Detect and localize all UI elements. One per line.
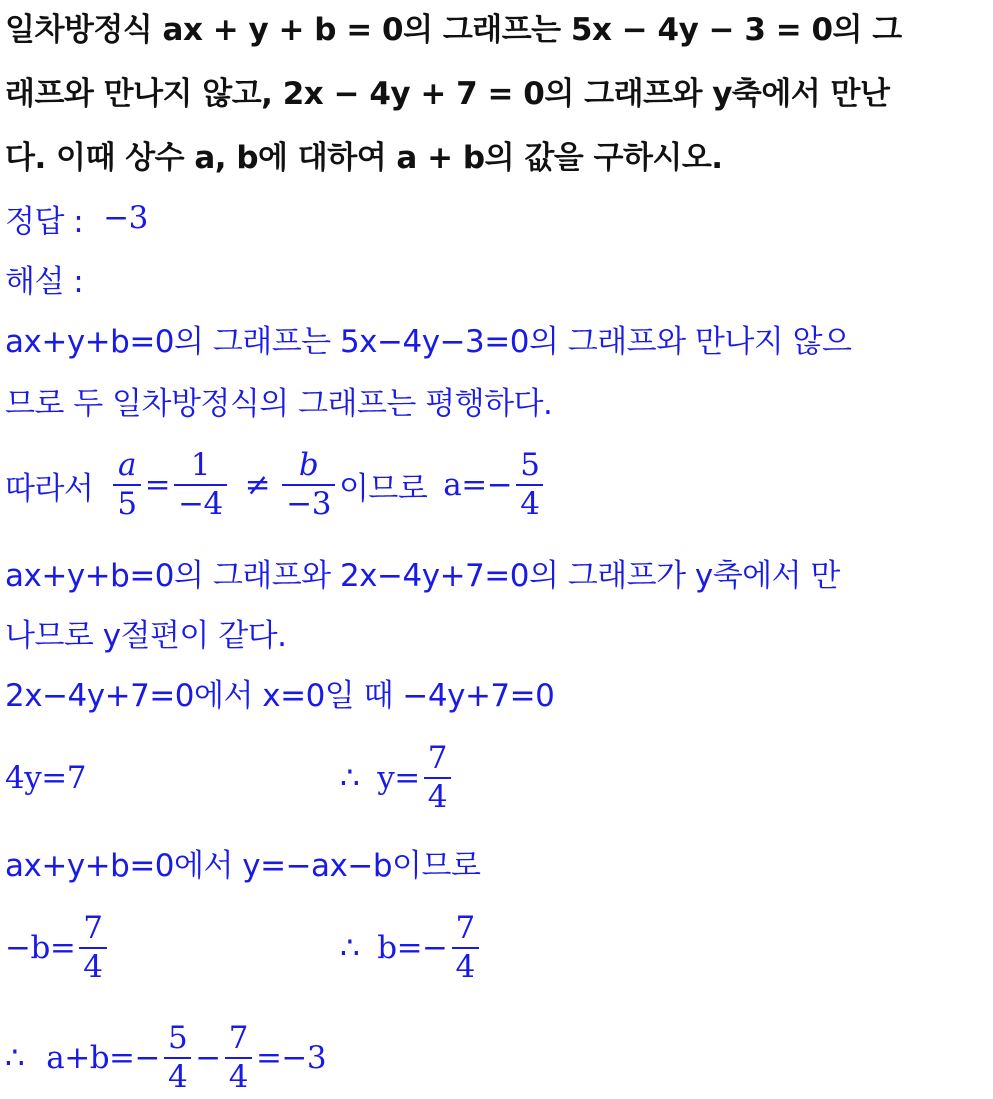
problem-line-1 xyxy=(5,0,993,56)
therefore-symbol: ∴ xyxy=(5,1040,25,1076)
explanation-line-6 xyxy=(5,662,993,722)
therefore-symbol: ∴ xyxy=(340,760,360,796)
fraction-numerator: a xyxy=(117,447,136,484)
not-equal-sign: ≠ xyxy=(244,467,271,503)
fraction-denominator: −4 xyxy=(178,486,223,522)
explanation-text-4: ax+y+b=0의 그래프와 2x−4y+7=0의 그래프가 y축에서 만 xyxy=(5,557,840,594)
fraction-denominator: 4 xyxy=(83,949,103,985)
explanation-text-1: ax+y+b=0의 그래프는 5x−4y−3=0의 그래프와 만나지 않으 xyxy=(5,323,852,360)
line9-lhs: −b= xyxy=(5,930,76,966)
explanation-label-line xyxy=(5,248,993,308)
explanation-line-1 xyxy=(5,308,993,368)
line9-rhs-lhs: b=− xyxy=(377,930,448,966)
explanation-line-5 xyxy=(5,602,993,662)
fraction-denominator: 4 xyxy=(167,1059,188,1095)
line10-lhs: a+b=− xyxy=(46,1040,160,1076)
problem-text-2: 래프와 만나지 않고, 2x − 4y + 7 = 0의 그래프와 y축에서 만난 xyxy=(5,75,890,112)
fraction-5-over-4 xyxy=(164,1022,191,1093)
line7-rhs-lhs: y= xyxy=(377,760,420,796)
answer-value: −3 xyxy=(103,200,148,236)
fraction-1-over-neg4 xyxy=(174,449,227,520)
explanation-line-7 xyxy=(5,738,993,818)
line7-left: 4y=7 xyxy=(5,760,86,796)
fraction-numerator: 7 xyxy=(427,740,447,777)
therefore-symbol: ∴ xyxy=(340,930,360,966)
line3-prefix: 따라서 xyxy=(5,470,94,507)
fraction-numerator: 7 xyxy=(83,910,103,947)
explanation-label: 해설 : xyxy=(5,263,84,300)
fraction-numerator: 1 xyxy=(190,447,211,484)
answer-line xyxy=(5,188,993,248)
explanation-line-4 xyxy=(5,542,993,602)
explanation-text-6: 2x−4y+7=0에서 x=0일 때 −4y+7=0 xyxy=(5,677,555,714)
fraction-numerator: 7 xyxy=(228,1020,248,1057)
line10-result: =−3 xyxy=(255,1040,327,1076)
line3-result-lhs: a=− xyxy=(443,467,513,503)
line9-left xyxy=(5,912,340,983)
fraction-numerator: b xyxy=(298,447,319,484)
explanation-line-3 xyxy=(5,445,993,525)
explanation-line-2 xyxy=(5,370,993,430)
fraction-numerator: 5 xyxy=(167,1020,188,1057)
explanation-text-5: 나므로 y절편이 같다. xyxy=(5,617,287,654)
fraction-denominator: 4 xyxy=(427,779,447,815)
problem-line-2 xyxy=(5,60,993,120)
answer-label: 정답 : xyxy=(5,203,84,240)
fraction-5-over-4 xyxy=(516,449,543,520)
fraction-7-over-4 xyxy=(225,1022,252,1093)
line3-mid: 이므로 xyxy=(338,470,428,507)
fraction-denominator: 5 xyxy=(117,486,137,522)
explanation-text-8: ax+y+b=0에서 y=−ax−b이므로 xyxy=(5,847,481,884)
fraction-numerator: 5 xyxy=(520,447,540,484)
fraction-b-over-neg3 xyxy=(282,449,335,520)
fraction-a-over-5 xyxy=(113,449,140,520)
equals-sign: = xyxy=(144,467,171,503)
fraction-7-over-4 xyxy=(452,912,479,983)
explanation-line-9 xyxy=(5,908,993,988)
fraction-denominator: 4 xyxy=(520,486,540,522)
fraction-denominator: 4 xyxy=(455,949,475,985)
fraction-denominator: −3 xyxy=(286,486,331,522)
problem-text-1: 일차방정식 ax + y + b = 0의 그래프는 5x − 4y − 3 = 0의 그 xyxy=(5,11,902,48)
fraction-denominator: 4 xyxy=(228,1059,248,1095)
explanation-text-2: 므로 두 일차방정식의 그래프는 평행하다. xyxy=(5,385,553,422)
explanation-line-8 xyxy=(5,832,993,892)
fraction-7-over-4 xyxy=(424,742,451,813)
problem-text-3: 다. 이때 상수 a, b에 대하여 a + b의 값을 구하시오. xyxy=(5,139,723,176)
minus-sign: − xyxy=(195,1040,221,1076)
fraction-numerator: 7 xyxy=(455,910,475,947)
explanation-line-10 xyxy=(5,1018,993,1098)
fraction-7-over-4 xyxy=(79,912,106,983)
problem-line-3 xyxy=(5,124,993,184)
